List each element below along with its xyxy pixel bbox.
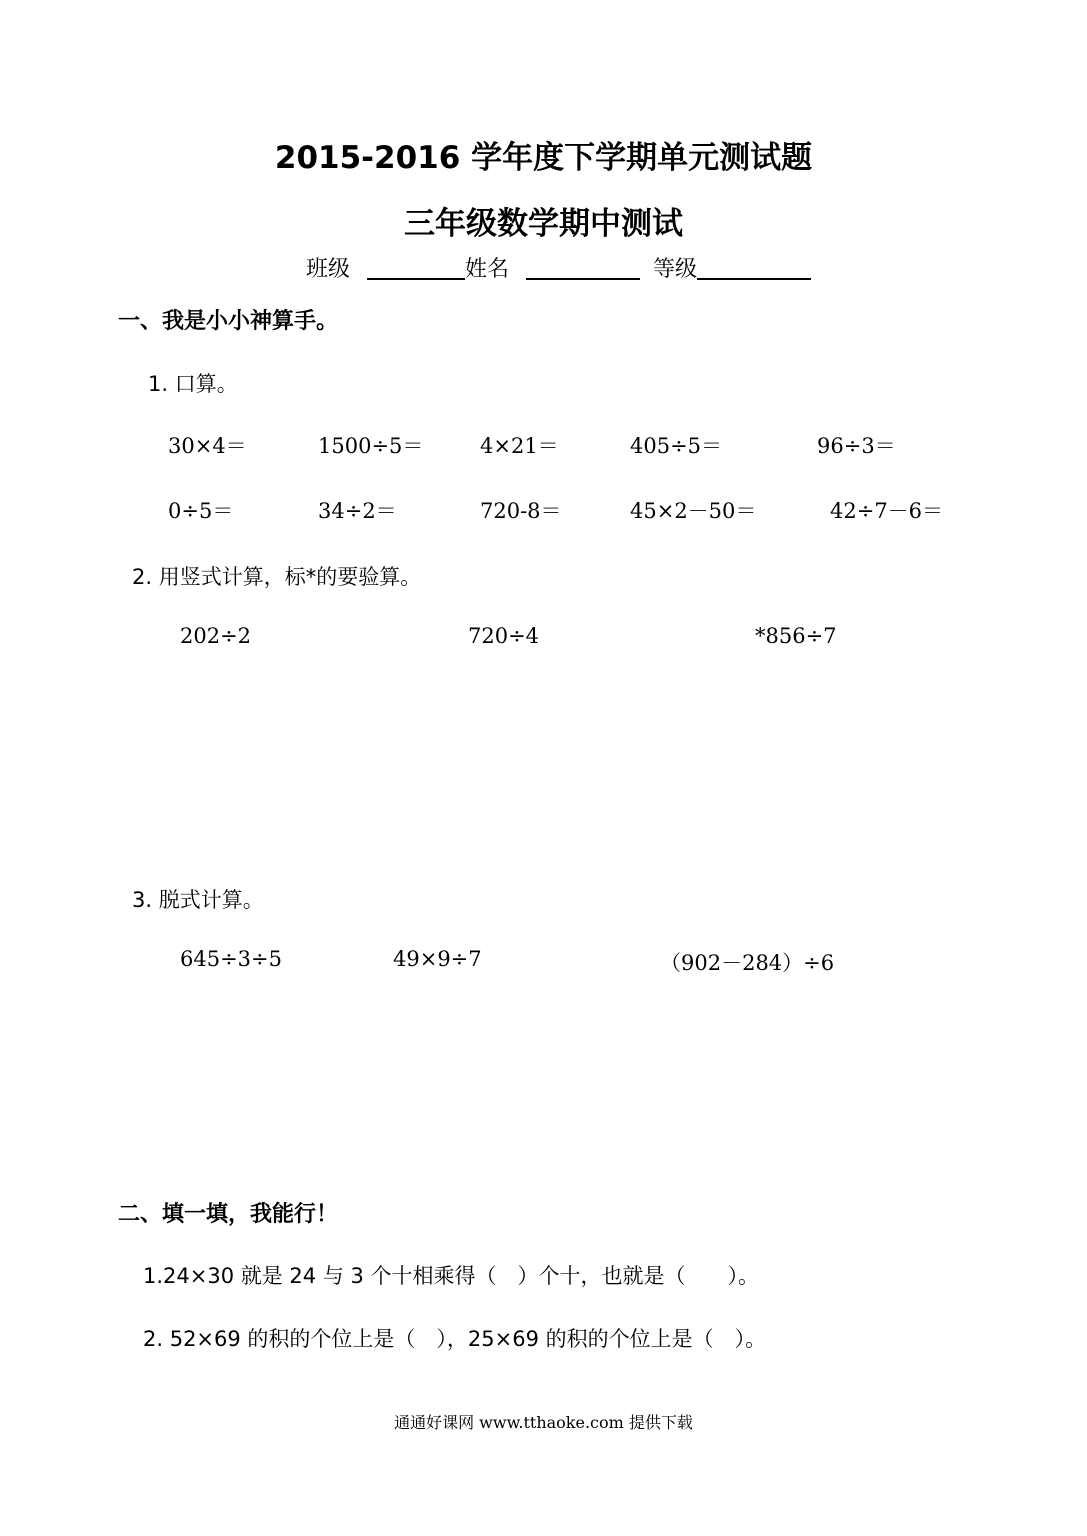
- grade-blank[interactable]: [697, 256, 811, 280]
- section-2-title: 二、填一填，我能行！: [118, 1202, 339, 1227]
- step-calc-item: 49×9÷7: [393, 947, 482, 971]
- step-calc-item: （902－284）÷6: [660, 951, 835, 975]
- mental-math-item: 405÷5＝: [630, 434, 723, 458]
- vertical-calc-item: 720÷4: [468, 624, 540, 648]
- vertical-calc-item: *856÷7: [755, 624, 837, 648]
- class-blank[interactable]: [367, 256, 465, 280]
- question-2-label: 2. 用竖式计算，标*的要验算。: [132, 565, 422, 589]
- name-blank[interactable]: [526, 256, 640, 280]
- question-1-label: 1. 口算。: [148, 372, 238, 396]
- mental-math-item: 720-8＝: [480, 499, 562, 523]
- step-calc-item: 645÷3÷5: [180, 947, 282, 971]
- mental-math-item: 30×4＝: [168, 434, 247, 458]
- mental-math-item: 0÷5＝: [168, 499, 234, 523]
- grade-label: 等级: [653, 257, 698, 282]
- footer-note: 通通好课网 www.tthaoke.com 提供下载: [394, 1413, 693, 1432]
- mental-math-item: 96÷3＝: [817, 434, 896, 458]
- vertical-calc-item: 202÷2: [180, 624, 252, 648]
- question-3-label: 3. 脱式计算。: [132, 888, 264, 912]
- class-label: 班级: [306, 257, 351, 282]
- fill-question-2: 2. 52×69 的积的个位上是（ ），25×69 的积的个位上是（ ）。: [143, 1327, 767, 1351]
- page-subtitle: 三年级数学期中测试: [404, 206, 683, 242]
- mental-math-item: 45×2－50＝: [630, 499, 757, 523]
- mental-math-item: 4×21＝: [480, 434, 559, 458]
- mental-math-item: 42÷7－6＝: [830, 499, 944, 523]
- section-1-title: 一、我是小小神算手。: [118, 309, 339, 334]
- fill-question-1: 1.24×30 就是 24 与 3 个十相乘得（ ）个十，也就是（ ）。: [143, 1264, 760, 1288]
- mental-math-item: 34÷2＝: [318, 499, 397, 523]
- name-label: 姓名: [465, 257, 510, 282]
- student-info-line: [306, 252, 811, 283]
- mental-math-item: 1500÷5＝: [318, 434, 424, 458]
- page-title: 2015-2016 学年度下学期单元测试题: [274, 140, 813, 176]
